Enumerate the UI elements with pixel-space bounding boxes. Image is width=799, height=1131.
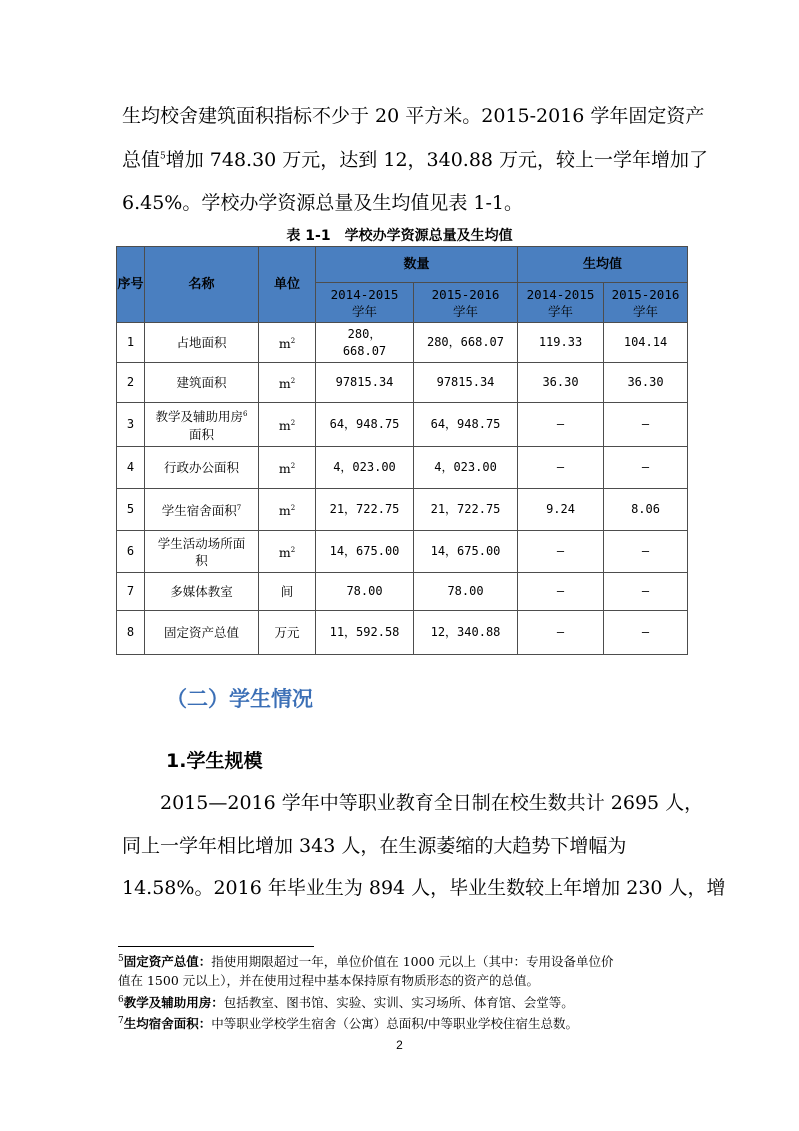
cell-unit-text: m bbox=[278, 418, 291, 434]
footnote-term: 生均宿舍面积： bbox=[123, 1016, 212, 1031]
cell-quantity-2014: 78.00 bbox=[316, 573, 414, 611]
text: 学年 bbox=[453, 303, 479, 319]
text: 学年 bbox=[633, 303, 659, 319]
cell-quantity-2014: 64，948.75 bbox=[316, 403, 414, 447]
subsection-heading: 1.学生规模 bbox=[166, 750, 263, 772]
cell-name-text: 学生活动场所面积 bbox=[157, 535, 246, 568]
cell-quantity-2015: 97815.34 bbox=[414, 363, 518, 403]
cell-seq: 1 bbox=[117, 323, 145, 363]
cell-per-student-2014: — bbox=[518, 447, 604, 489]
footnote-number: 7 bbox=[118, 1015, 124, 1026]
cell-seq: 7 bbox=[117, 573, 145, 611]
cell-unit bbox=[259, 611, 316, 655]
footnote-term: 固定资产总值： bbox=[123, 954, 212, 969]
cell-unit bbox=[259, 323, 316, 363]
cell-quantity-2015: 12，340.88 bbox=[414, 611, 518, 655]
header-quantity: 数量 bbox=[316, 247, 518, 283]
text: 2014-2015 bbox=[330, 286, 399, 302]
cell-quantity-2014: 21，722.75 bbox=[316, 489, 414, 531]
text: 2015-2016 bbox=[431, 286, 500, 302]
cell-unit-text: m bbox=[278, 336, 291, 352]
footnote-text: 包括教室、图书馆、实验、实训、实习场所、体育馆、会堂等。 bbox=[223, 995, 574, 1010]
cell-name bbox=[145, 611, 259, 655]
cell-unit-text: m bbox=[278, 376, 291, 392]
header-year-2014 bbox=[518, 283, 604, 323]
body-line: 14.58%。2016 年毕业生为 894 人，毕业生数较上年增加 230 人，增 bbox=[122, 877, 726, 899]
cell-name-text: 行政办公面积 bbox=[163, 460, 239, 475]
cell-seq: 6 bbox=[117, 531, 145, 573]
unit-superscript: 2 bbox=[290, 418, 296, 427]
table-row bbox=[117, 531, 688, 573]
header-per-student: 生均值 bbox=[518, 247, 688, 283]
cell-per-student-2014: — bbox=[518, 611, 604, 655]
cell-name-text: 面积 bbox=[188, 426, 214, 442]
cell-quantity-2014: 4，023.00 bbox=[316, 447, 414, 489]
cell-name-text: 多媒体教室 bbox=[170, 584, 233, 599]
cell-per-student-2015: — bbox=[604, 447, 688, 489]
unit-superscript: 2 bbox=[290, 503, 296, 512]
cell-per-student-2015: — bbox=[604, 611, 688, 655]
footnote-number: 6 bbox=[118, 994, 124, 1005]
footnote-separator bbox=[118, 946, 314, 947]
cell-unit bbox=[259, 531, 316, 573]
cell-quantity-2015: 14，675.00 bbox=[414, 531, 518, 573]
cell-quantity-2015: 64，948.75 bbox=[414, 403, 518, 447]
body-line: 同上一学年相比增加 343 人，在生源萎缩的大趋势下增幅为 bbox=[122, 835, 627, 857]
text: 学年 bbox=[351, 303, 377, 319]
cell-per-student-2015: — bbox=[604, 531, 688, 573]
cell-per-student-2014: — bbox=[518, 531, 604, 573]
cell-seq: 4 bbox=[117, 447, 145, 489]
header-name: 名称 bbox=[145, 247, 259, 323]
cell-per-student-2014: 36.30 bbox=[518, 363, 604, 403]
cell-quantity-2014: 11，592.58 bbox=[316, 611, 414, 655]
table-row bbox=[117, 447, 688, 489]
cell-unit-text: m bbox=[278, 545, 291, 561]
footnote bbox=[118, 993, 688, 1012]
cell-unit bbox=[259, 447, 316, 489]
body-line bbox=[122, 149, 709, 171]
cell-quantity-2015: 280，668.07 bbox=[414, 323, 518, 363]
cell-per-student-2015: 104.14 bbox=[604, 323, 688, 363]
cell-unit bbox=[259, 403, 316, 447]
cell-name bbox=[145, 531, 259, 573]
cell-per-student-2014: 119.33 bbox=[518, 323, 604, 363]
cell-per-student-2015: — bbox=[604, 573, 688, 611]
table-row bbox=[117, 323, 688, 363]
cell-quantity-2015: 21，722.75 bbox=[414, 489, 518, 531]
cell-name bbox=[145, 403, 259, 447]
section-heading: （二）学生情况 bbox=[166, 687, 313, 711]
cell-per-student-2015: — bbox=[604, 403, 688, 447]
cell-unit bbox=[259, 573, 316, 611]
text: 2014-2015 bbox=[526, 286, 595, 302]
cell-quantity-2015: 78.00 bbox=[414, 573, 518, 611]
cell-quantity-2015: 4，023.00 bbox=[414, 447, 518, 489]
footnote-text: 值在 1500 元以上），并在使用过程中基本保持原有物质形态的资产的总值。 bbox=[118, 973, 540, 988]
cell-unit-text: m bbox=[278, 461, 291, 477]
unit-superscript: 2 bbox=[290, 461, 296, 470]
cell-unit-text: 间 bbox=[280, 584, 294, 599]
cell-seq: 2 bbox=[117, 363, 145, 403]
header-year-2015 bbox=[414, 283, 518, 323]
cell-name-text: 建筑面积 bbox=[176, 375, 227, 390]
page-number: 2 bbox=[396, 1038, 403, 1052]
table-row bbox=[117, 363, 688, 403]
text: 总值 bbox=[122, 149, 161, 171]
cell-seq: 5 bbox=[117, 489, 145, 531]
cell-seq: 8 bbox=[117, 611, 145, 655]
cell-name-text: 占地面积 bbox=[176, 335, 227, 350]
cell-name bbox=[145, 323, 259, 363]
cell-unit-text: m bbox=[278, 503, 291, 519]
table-row bbox=[117, 573, 688, 611]
footnote-ref[interactable]: 7 bbox=[236, 503, 242, 512]
body-line: 6.45%。学校办学资源总量及生均值见表 1-1。 bbox=[122, 192, 523, 214]
cell-quantity-2014: 280， 668.07 bbox=[316, 323, 414, 363]
text: 增加 748.30 万元，达到 12，340.88 万元，较上一学年增加了 bbox=[165, 149, 709, 171]
cell-per-student-2014: — bbox=[518, 573, 604, 611]
unit-superscript: 2 bbox=[290, 336, 296, 345]
header-seq: 序号 bbox=[117, 247, 145, 323]
header-year-2015 bbox=[604, 283, 688, 323]
cell-unit bbox=[259, 489, 316, 531]
header-year-2014 bbox=[316, 283, 414, 323]
table-row bbox=[117, 403, 688, 447]
cell-name-text: 固定资产总值 bbox=[163, 625, 239, 640]
cell-name-text: 教学及辅助用房 bbox=[155, 409, 244, 425]
table-row bbox=[117, 611, 688, 655]
body-line: 生均校舍建筑面积指标不少于 20 平方米。2015-2016 学年固定资产 bbox=[122, 105, 705, 127]
table-caption: 表 1-1 学校办学资源总量及生均值 bbox=[286, 228, 513, 244]
cell-name bbox=[145, 447, 259, 489]
footnote-ref[interactable]: 6 bbox=[243, 410, 248, 419]
resource-table bbox=[116, 246, 688, 655]
cell-quantity-2014: 14，675.00 bbox=[316, 531, 414, 573]
cell-unit bbox=[259, 363, 316, 403]
header-unit: 单位 bbox=[259, 247, 316, 323]
cell-seq: 3 bbox=[117, 403, 145, 447]
footnote-ref[interactable]: 5 bbox=[160, 151, 166, 162]
footnote-term: 教学及辅助用房： bbox=[123, 995, 224, 1010]
cell-per-student-2014: 9.24 bbox=[518, 489, 604, 531]
cell-per-student-2014: — bbox=[518, 403, 604, 447]
cell-name bbox=[145, 573, 259, 611]
footnote-text: 指使用期限超过一年，单位价值在 1000 元以上（其中：专用设备单位价 bbox=[211, 954, 614, 969]
cell-name-text: 学生宿舍面积 bbox=[161, 503, 237, 519]
footnote bbox=[118, 952, 688, 990]
cell-name bbox=[145, 363, 259, 403]
text: 2015-2016 bbox=[611, 286, 680, 302]
footnote bbox=[118, 1014, 688, 1033]
body-line: 2015—2016 学年中等职业教育全日制在校生数共计 2695 人， bbox=[160, 792, 704, 814]
cell-unit-text: 万元 bbox=[274, 625, 300, 640]
unit-superscript: 2 bbox=[290, 545, 296, 554]
unit-superscript: 2 bbox=[290, 376, 296, 385]
cell-per-student-2015: 8.06 bbox=[604, 489, 688, 531]
cell-per-student-2015: 36.30 bbox=[604, 363, 688, 403]
cell-name bbox=[145, 489, 259, 531]
table-body bbox=[117, 323, 688, 655]
text: 学年 bbox=[548, 303, 574, 319]
cell-quantity-2014: 97815.34 bbox=[316, 363, 414, 403]
footnote-number: 5 bbox=[118, 953, 124, 964]
footnote-text: 中等职业学校学生宿舍（公寓）总面积/中等职业学校住宿生总数。 bbox=[211, 1016, 578, 1031]
table-row bbox=[117, 489, 688, 531]
